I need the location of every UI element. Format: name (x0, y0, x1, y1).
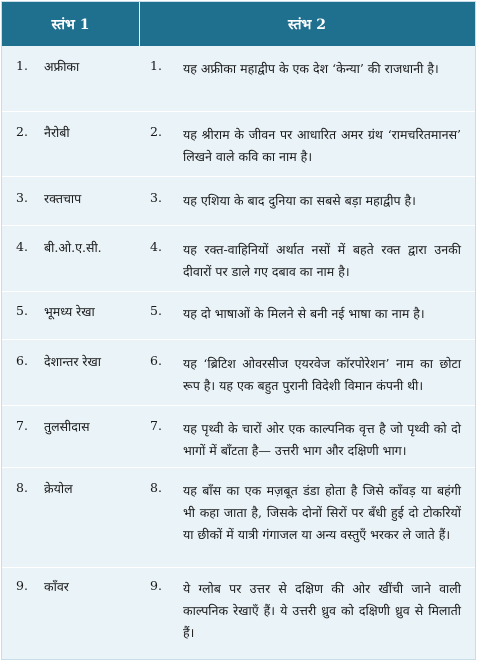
right-description: यह अफ्रीका महाद्वीप के एक देश ‘केन्या’ की राजधानी है। (183, 61, 439, 76)
row-number-left: 1. (16, 58, 28, 73)
row-number-left: 5. (16, 303, 28, 318)
right-description: यह दो भाषाओं के मिलने से बनी नई भाषा का नाम है। (183, 306, 425, 321)
column-2-heading: स्तंभ 2 (288, 17, 326, 33)
column-1-heading: स्तंभ 1 (51, 17, 90, 33)
left-term: बी.ओ.ए.सी. (44, 240, 102, 255)
row-number-left: 8. (16, 480, 28, 495)
row-divider (2, 567, 475, 568)
row-number-right: 4. (150, 239, 162, 254)
row-divider (2, 291, 475, 292)
row-divider (2, 339, 475, 340)
right-description: यह रक्त-वाहिनियों अर्थात नसों में बहते रक्त द्वारा उनकी दीवारों पर डाले गए दबाव का नाम है। (183, 242, 461, 279)
row-number-left: 4. (16, 239, 28, 254)
left-term: काँवर (44, 579, 69, 594)
row-number-right: 9. (150, 578, 162, 593)
left-term: भूमध्य रेखा (44, 304, 95, 319)
row-number-left: 2. (16, 124, 28, 139)
row-number-right: 2. (150, 124, 162, 139)
table-header (2, 2, 475, 46)
right-description: यह श्रीराम के जीवन पर आधारित अमर ग्रंथ ‘रामचरितमानस’ लिखने वाले कवि का नाम है। (183, 127, 461, 164)
row-number-left: 3. (16, 190, 28, 205)
row-number-left: 6. (16, 353, 28, 368)
row-number-right: 7. (150, 418, 162, 433)
right-description: यह बाँस का एक मज़बूत डंडा होता है जिसे काँवड़ या बहंगी भी कहा जाता है, जिसके दोनों सिरों पर बँधी हुई दो टोकरियों या छीकों में यात्री गंगाजल या अन्य वस्तुएँ भरकर ले जाते हैं। (183, 483, 461, 542)
right-description: यह एशिया के बाद दुनिया का सबसे बड़ा महाद्वीप है। (183, 193, 416, 208)
left-term: रक्तचाप (44, 191, 82, 206)
row-divider (2, 176, 475, 177)
row-divider (2, 467, 475, 468)
right-description: यह पृथ्वी के चारों ओर एक काल्पनिक वृत्त है जो पृथ्वी को दो भागों में बाँटता है— उत्तरी भाग और दक्षिणी भाग। (183, 421, 461, 458)
row-number-right: 1. (150, 58, 162, 73)
row-number-right: 5. (150, 303, 162, 318)
left-term: तुलसीदास (44, 419, 90, 434)
row-number-left: 7. (16, 418, 28, 433)
left-term: क्रेयोल (44, 481, 73, 496)
row-number-left: 9. (16, 578, 28, 593)
row-divider (2, 405, 475, 406)
right-description: ये ग्लोब पर उत्तर से दक्षिण की ओर खींची जाने वाली काल्पनिक रेखाएँ हैं। ये उत्तरी ध्रुव को दक्षिणी ध्रुव से मिलाती हैं। (183, 581, 461, 640)
match-table (1, 1, 476, 660)
row-divider (2, 225, 475, 226)
left-term: अफ्रीका (44, 59, 80, 74)
left-term: नैरोबी (44, 125, 70, 140)
left-term: देशान्तर रेखा (44, 354, 102, 369)
right-description: यह ‘ब्रिटिश ओवरसीज एयरवेज कॉरपोरेशन’ नाम का छोटा रूप है। यह एक बहुत पुरानी विदेशी विमान कंपनी थी। (183, 356, 461, 393)
row-number-right: 6. (150, 353, 162, 368)
row-number-right: 3. (150, 190, 162, 205)
row-divider (2, 111, 475, 112)
row-number-right: 8. (150, 480, 162, 495)
